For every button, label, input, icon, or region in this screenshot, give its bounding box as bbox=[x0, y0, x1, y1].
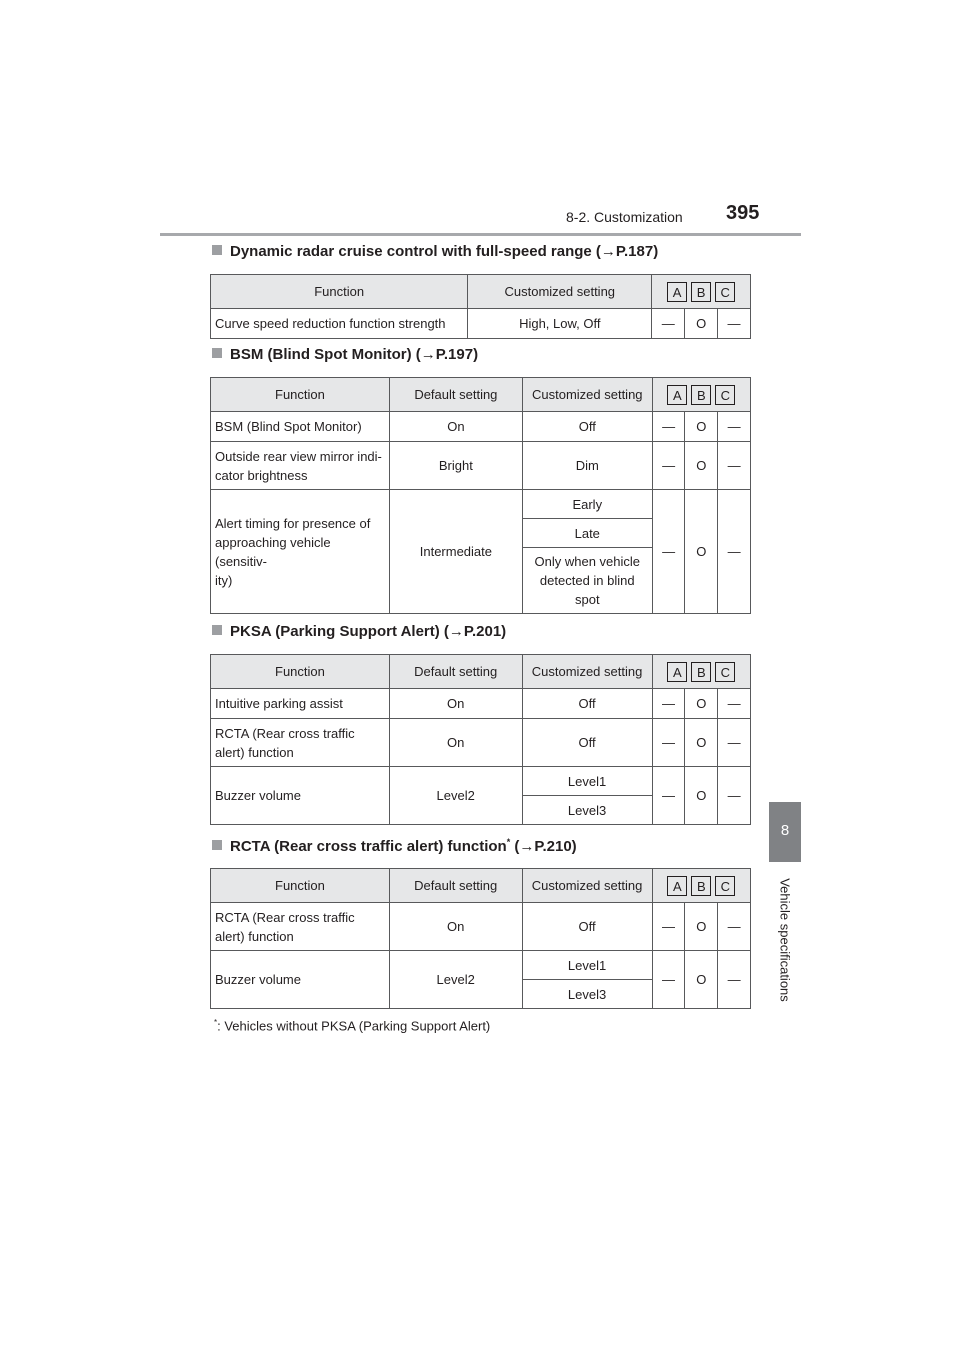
square-bullet-icon bbox=[212, 245, 222, 255]
label-b: B bbox=[691, 282, 711, 302]
function-cell: Curve speed reduction function strength bbox=[211, 309, 468, 339]
a-cell: — bbox=[652, 442, 685, 490]
b-cell: O bbox=[685, 309, 718, 339]
label-c: C bbox=[715, 282, 735, 302]
arrow-icon: → bbox=[600, 243, 616, 260]
label-a: A bbox=[667, 282, 687, 302]
section-title: 8-2. Customization bbox=[566, 209, 683, 225]
function-cell bbox=[211, 490, 390, 614]
function-cell: Buzzer volume bbox=[211, 767, 390, 825]
b-cell: O bbox=[685, 490, 718, 614]
arrow-icon: → bbox=[448, 623, 464, 640]
default-cell: Bright bbox=[389, 442, 522, 490]
a-cell: — bbox=[652, 309, 685, 339]
table-row bbox=[211, 442, 751, 490]
abc-header bbox=[652, 655, 750, 689]
a-cell: — bbox=[652, 767, 685, 825]
col-function: Function bbox=[211, 378, 390, 412]
a-cell: — bbox=[652, 719, 685, 767]
custom-cell: Off bbox=[522, 689, 652, 719]
bsm-page-ref[interactable]: P.197) bbox=[435, 346, 479, 363]
c-cell: — bbox=[718, 412, 751, 442]
default-cell: Level2 bbox=[389, 951, 522, 1009]
drcc-page-ref[interactable]: P.187) bbox=[615, 243, 659, 260]
function-cell: BSM (Blind Spot Monitor) bbox=[211, 412, 390, 442]
custom-cell: Level1 bbox=[522, 951, 652, 980]
b-cell: O bbox=[685, 903, 718, 951]
a-cell: — bbox=[652, 689, 685, 719]
function-cell bbox=[211, 903, 390, 951]
c-cell: — bbox=[718, 490, 751, 614]
b-cell: O bbox=[685, 412, 718, 442]
label-a: A bbox=[667, 385, 687, 405]
footnote-mark: * bbox=[506, 837, 511, 847]
table-row bbox=[211, 767, 751, 796]
label-c: C bbox=[715, 662, 735, 682]
table-row bbox=[211, 412, 751, 442]
function-line: ity) bbox=[215, 572, 233, 588]
function-line: alert) function bbox=[215, 744, 294, 760]
bsm-table bbox=[210, 377, 751, 614]
default-cell: On bbox=[389, 719, 522, 767]
table-row bbox=[211, 719, 751, 767]
custom-cell: Off bbox=[522, 719, 652, 767]
abc-header bbox=[652, 869, 750, 903]
label-c: C bbox=[715, 876, 735, 896]
table-header-row bbox=[211, 655, 751, 689]
custom-cell: Off bbox=[522, 412, 652, 442]
custom-cell: High, Low, Off bbox=[468, 309, 652, 339]
c-cell: — bbox=[718, 719, 751, 767]
c-cell: — bbox=[718, 309, 751, 339]
drcc-heading bbox=[212, 243, 658, 260]
function-cell: Intuitive parking assist bbox=[211, 689, 390, 719]
col-custom: Customized setting bbox=[468, 275, 652, 309]
table-row bbox=[211, 903, 751, 951]
custom-cell: Level3 bbox=[522, 980, 652, 1009]
table-header-row bbox=[211, 275, 751, 309]
function-line: Alert timing for presence of bbox=[215, 515, 371, 531]
rcta-title: RCTA (Rear cross traffic alert) function bbox=[230, 838, 507, 855]
abc-header bbox=[652, 378, 750, 412]
col-function: Function bbox=[211, 275, 468, 309]
col-function: Function bbox=[211, 869, 390, 903]
arrow-icon: → bbox=[519, 838, 535, 855]
col-custom: Customized setting bbox=[522, 869, 652, 903]
a-cell: — bbox=[652, 951, 685, 1009]
label-b: B bbox=[691, 385, 711, 405]
label-a: A bbox=[667, 876, 687, 896]
square-bullet-icon bbox=[212, 840, 222, 850]
pksa-table bbox=[210, 654, 751, 825]
abc-header bbox=[652, 275, 751, 309]
b-cell: O bbox=[685, 442, 718, 490]
pksa-page-ref[interactable]: P.201) bbox=[463, 623, 507, 640]
function-line: cator brightness bbox=[215, 467, 308, 483]
square-bullet-icon bbox=[212, 348, 222, 358]
col-function: Function bbox=[211, 655, 390, 689]
pksa-heading bbox=[212, 623, 506, 640]
rcta-table bbox=[210, 868, 751, 1009]
col-default: Default setting bbox=[389, 869, 522, 903]
custom-cell: Level3 bbox=[522, 796, 652, 825]
function-cell bbox=[211, 719, 390, 767]
custom-line: detected in blind bbox=[539, 573, 635, 588]
table-header-row bbox=[211, 869, 751, 903]
b-cell: O bbox=[685, 689, 718, 719]
function-line: RCTA (Rear cross traffic bbox=[215, 909, 355, 925]
footnote bbox=[214, 1018, 490, 1033]
bsm-title: BSM (Blind Spot Monitor) ( bbox=[230, 346, 421, 363]
header-rule bbox=[160, 233, 801, 236]
label-b: B bbox=[691, 662, 711, 682]
default-cell: Intermediate bbox=[389, 490, 522, 614]
chapter-title: Vehicle specifications bbox=[777, 878, 793, 1002]
a-cell: — bbox=[652, 490, 685, 614]
bsm-heading bbox=[212, 346, 478, 363]
c-cell: — bbox=[718, 442, 751, 490]
c-cell: — bbox=[718, 951, 751, 1009]
b-cell: O bbox=[685, 719, 718, 767]
col-default: Default setting bbox=[389, 655, 522, 689]
rcta-page-ref[interactable]: P.210) bbox=[534, 838, 577, 855]
default-cell: On bbox=[389, 903, 522, 951]
c-cell: — bbox=[718, 767, 751, 825]
col-default: Default setting bbox=[389, 378, 522, 412]
table-row bbox=[211, 309, 751, 339]
a-cell: — bbox=[652, 412, 685, 442]
col-custom: Customized setting bbox=[522, 655, 652, 689]
custom-cell: Late bbox=[522, 519, 652, 548]
table-row bbox=[211, 689, 751, 719]
drcc-table bbox=[210, 274, 751, 339]
label-b: B bbox=[691, 876, 711, 896]
chapter-number: 8 bbox=[780, 822, 790, 839]
arrow-icon: → bbox=[420, 346, 436, 363]
default-cell: Level2 bbox=[389, 767, 522, 825]
function-line: alert) function bbox=[215, 928, 294, 944]
square-bullet-icon bbox=[212, 625, 222, 635]
function-line: Outside rear view mirror indi- bbox=[215, 448, 382, 464]
label-c: C bbox=[715, 385, 735, 405]
function-cell: Buzzer volume bbox=[211, 951, 390, 1009]
page-number: 395 bbox=[726, 202, 760, 224]
table-row bbox=[211, 490, 751, 519]
c-cell: — bbox=[718, 689, 751, 719]
default-cell: On bbox=[389, 412, 522, 442]
function-line: RCTA (Rear cross traffic bbox=[215, 725, 355, 741]
a-cell: — bbox=[652, 903, 685, 951]
footnote-mark: * bbox=[214, 1018, 218, 1027]
table-row bbox=[211, 951, 751, 980]
function-line: approaching vehicle (sensitiv- bbox=[215, 534, 331, 569]
default-cell: On bbox=[389, 689, 522, 719]
chapter-tab[interactable] bbox=[769, 802, 801, 862]
b-cell: O bbox=[685, 951, 718, 1009]
pksa-title: PKSA (Parking Support Alert) ( bbox=[230, 623, 449, 640]
rcta-paren: ( bbox=[510, 838, 520, 855]
drcc-title: Dynamic radar cruise control with full-speed range ( bbox=[230, 243, 601, 260]
rcta-heading bbox=[212, 837, 577, 855]
col-custom: Customized setting bbox=[522, 378, 652, 412]
custom-cell: Early bbox=[522, 490, 652, 519]
table-header-row bbox=[211, 378, 751, 412]
custom-line: Only when vehicle bbox=[534, 554, 641, 569]
function-cell bbox=[211, 442, 390, 490]
b-cell: O bbox=[685, 767, 718, 825]
label-a: A bbox=[667, 662, 687, 682]
custom-cell: Off bbox=[522, 903, 652, 951]
footnote-text: : Vehicles without PKSA (Parking Support Alert) bbox=[217, 1018, 491, 1034]
custom-line: spot bbox=[574, 592, 600, 607]
custom-cell: Dim bbox=[522, 442, 652, 490]
custom-cell: Level1 bbox=[522, 767, 652, 796]
c-cell: — bbox=[718, 903, 751, 951]
custom-cell bbox=[522, 548, 652, 614]
